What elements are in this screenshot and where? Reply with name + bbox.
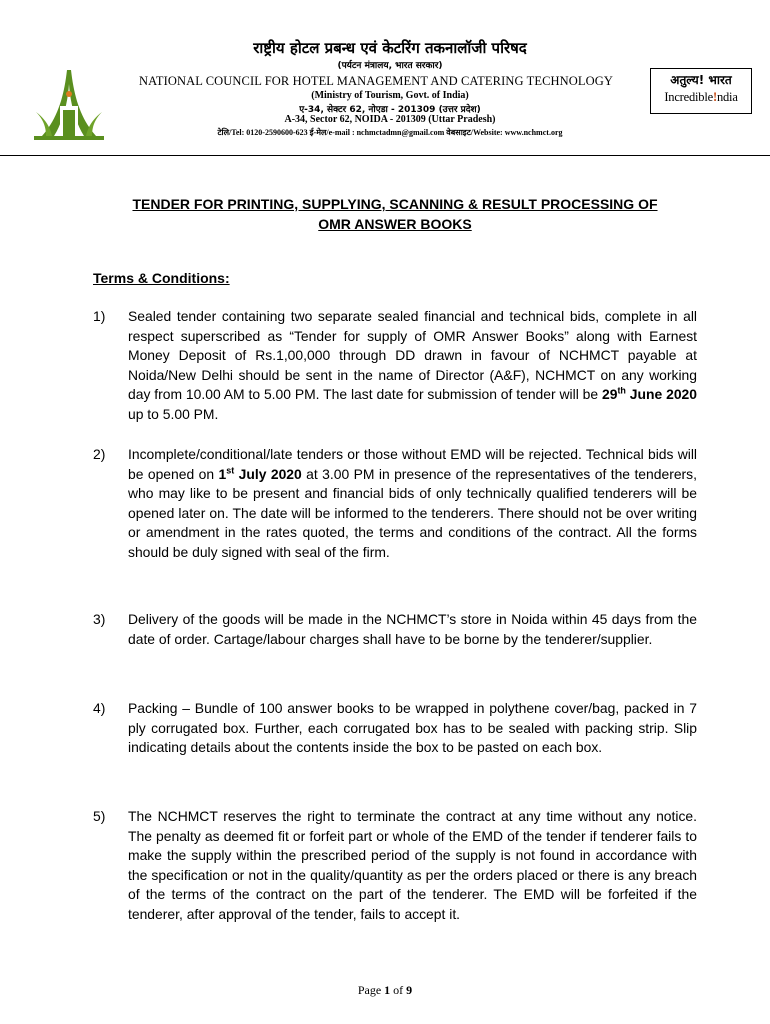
contact-line: टेलि/Tel: 0120-2590600-623 ई-मेल/e-mail : nchmctadmn@gmail.com वेबसाइट/Website: www.nchmct.org [217,128,563,137]
nchmct-logo-icon [34,66,104,142]
date-suffix: st [226,464,235,475]
clause-number: 5) [93,808,106,824]
clause-number: 1) [93,308,106,324]
english-council-name: NATIONAL COUNCIL FOR HOTEL MANAGEMENT AND CATERING TECHNOLOGY [138,74,614,88]
date-suffix: th [617,385,626,396]
brand-english-part: Incredible [664,90,713,104]
title-line-2: OMR ANSWER BOOKS [318,216,472,232]
clause-text-part: Sealed tender containing two separate sealed financial and technical bids, complete in all respect superscribed as “Tender for supply of OMR Answer Books” along with Earnest Money Deposit of Rs.1,00,000 through DD drawn in favour of NCHMCT payable at Noida/New Delhi should be sent in the name of Director (A&F), NCHMCT on any working day from 10.00 AM to 5.00 PM. The last date for submission of tender will be [128,308,697,403]
brand-hindi-text: अतुल्य! भारत [670,73,732,87]
current-page: 1 [384,983,391,997]
clause-number: 3) [93,611,106,627]
english-ministry-line: (Ministry of Tourism, Govt. of India) [311,90,469,101]
hindi-council-name: राष्ट्रीय होटल प्रबन्ध एवं केटरिंग तकनालॉजी परिषद [253,39,527,57]
hindi-ministry-line: (पर्यटन मंत्रालय, भारत सरकार) [337,61,443,71]
total-pages: 9 [406,983,413,997]
clause-text [128,445,697,563]
page-number [0,983,770,998]
title-line-1: TENDER FOR PRINTING, SUPPLYING, SCANNING & RESULT PROCESSING OF [132,196,658,212]
terms-heading: Terms & Conditions: [93,270,230,286]
clause-text: Delivery of the goods will be made in the NCHMCT’s store in Noida within 45 days from the date of order. Cartage/labour charges shall have to be borne by the tenderer/supplier. [128,611,697,647]
date-day: 29 [601,386,618,403]
clause-text-part: up to 5.00 PM. [128,405,219,422]
brand-exclamation: ! [712,90,717,104]
clause-2 [93,445,697,563]
clause-text: Packing – Bundle of 100 answer books to be wrapped in polythene cover/bag, packed in 7 ply corrugated box. Further, each corrugated box has to be sealed with packing strip. Slip indicating details about the contents inside the box to be pasted on each box. [128,700,697,756]
clause-3 [93,610,697,649]
deadline-date [602,386,697,402]
english-address: A-34, Sector 62, NOIDA - 201309 (Uttar Pradesh) [284,114,496,125]
hindi-address: ए-34, सेक्टर 62, नोएडा - 201309 (उत्तर प्रदेश) [299,105,481,115]
brand-english-part: ndia [716,90,738,104]
clause-text [128,307,697,425]
clause-4 [93,699,697,758]
clause-1 [93,307,697,425]
clause-text-part: Incomplete/conditional/late tenders or those without EMD will be rejected. Technical bids will be opened on [128,446,697,482]
page-label: Page [357,983,385,997]
document-title [70,194,720,234]
clause-text-part: at 3.00 PM in presence of the representatives of the tenderers, who may like to be present and financial bids of only technically qualified tenderers will be opened later on. The date will be informed to the tenderers. There should not be over writing or amendment in the rates quoted, the terms and conditions of the contract. All the forms should be duly signed with seal of the firm. [128,465,697,560]
brand-english-text [651,90,751,104]
date-day: 1 [218,465,227,482]
clause-number: 4) [93,700,106,716]
header-divider [0,155,770,156]
clause-number: 2) [93,446,106,462]
incredible-india-logo [650,68,752,114]
clause-5 [93,807,697,925]
clause-text: The NCHMCT reserves the right to terminate the contract at any time without any notice. The penalty as deemed fit or forfeit part or whole of the EMD of the tender if tenderer fails to make the supply within the prescribed period of the supply is not found in accordance with the specification or not in the quality/quantity as per the orders placed or there is any breach of the terms of the contract on the part of the tenderer. The EMD will be forfeited if the tenderer, after approval of the tender, fails to accept it. [128,808,697,922]
page-of: of [390,983,407,997]
opening-date [218,466,301,482]
date-month-year: June 2020 [625,386,697,403]
date-month-year: July 2020 [234,465,302,482]
